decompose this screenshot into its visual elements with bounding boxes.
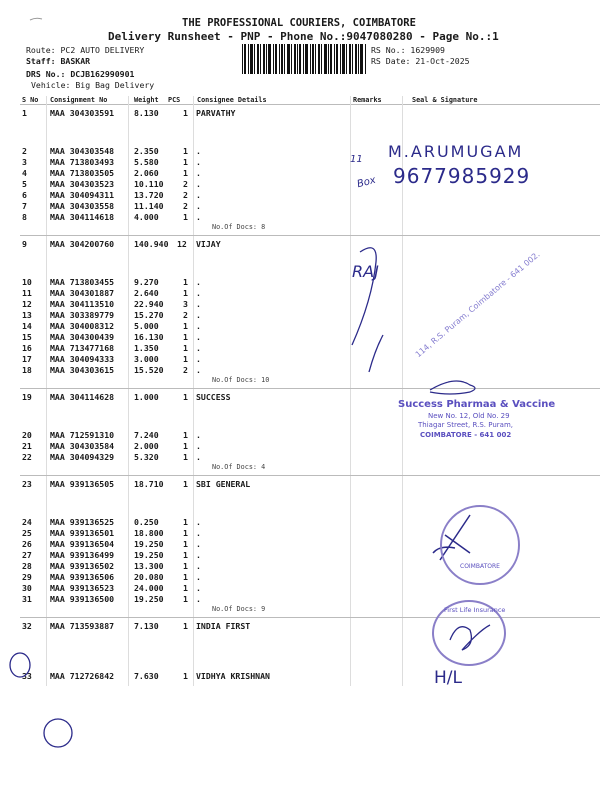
cell-pcs: 1 xyxy=(183,146,188,156)
cell-weight: 19.250 xyxy=(134,539,164,549)
handwritten-initials: RAJ xyxy=(352,262,379,281)
cell-weight: 5.320 xyxy=(134,452,159,462)
cell-consignment-no: MAA 712591310 xyxy=(50,430,115,440)
cell-sno: 11 xyxy=(22,288,32,298)
cell-weight: 20.080 xyxy=(134,572,164,582)
cell-consignment-no: MAA 304303615 xyxy=(50,365,115,375)
cell-consignment-no: MAA 304303558 xyxy=(50,201,115,211)
cell-consignee: INDIA FIRST xyxy=(196,621,251,631)
cell-weight: 2.060 xyxy=(134,168,159,178)
cell-consignee: . xyxy=(196,517,201,527)
col-consignee: Consignee Details xyxy=(197,96,267,104)
col-pcs: PCS xyxy=(168,96,181,104)
cell-consignment-no: MAA 939136502 xyxy=(50,561,115,571)
vijay-stamp-text: 114, R.S. Puram, Coimbatore - 641 002. xyxy=(413,249,542,360)
rs-date: RS Date: 21-Oct-2025 xyxy=(371,56,470,66)
cell-sno: 12 xyxy=(22,299,32,309)
cell-sno: 25 xyxy=(22,528,32,538)
cell-pcs: 2 xyxy=(183,365,188,375)
cell-weight: 18.710 xyxy=(134,479,164,489)
cell-sno: 21 xyxy=(22,441,32,451)
cell-sno: 10 xyxy=(22,277,32,287)
handwritten-box: Box xyxy=(355,174,378,191)
circle-mark xyxy=(10,653,30,677)
cell-weight: 8.130 xyxy=(134,108,159,118)
cell-pcs: 1 xyxy=(183,671,188,681)
col-weight: Weight xyxy=(134,96,159,104)
cell-consignment-no: MAA 712726842 xyxy=(50,671,115,681)
cell-consignment-no: MAA 939136506 xyxy=(50,572,115,582)
cell-consignment-no: MAA 304303523 xyxy=(50,179,115,189)
cell-consignee: SBI GENERAL xyxy=(196,479,251,489)
cell-consignment-no: MAA 304114618 xyxy=(50,212,115,222)
cell-weight: 1.350 xyxy=(134,343,159,353)
handwritten-mark: 11 xyxy=(350,154,363,165)
docs-count: No.Of Docs: 8 xyxy=(212,223,266,231)
cell-consignee: . xyxy=(196,441,201,451)
cell-consignment-no: MAA 304008312 xyxy=(50,321,115,331)
cell-consignee: . xyxy=(196,572,201,582)
cell-sno: 15 xyxy=(22,332,32,342)
cell-consignment-no: MAA 713803455 xyxy=(50,277,115,287)
cell-consignee: . xyxy=(196,168,201,178)
sbi-seal xyxy=(440,505,520,585)
cell-consignee: . xyxy=(196,583,201,593)
rs-no: RS No.: 1629909 xyxy=(371,45,445,55)
cell-weight: 7.630 xyxy=(134,671,159,681)
cell-consignee: . xyxy=(196,190,201,200)
cell-consignee: VIJAY xyxy=(196,239,221,249)
handwritten-name: M.ARUMUGAM xyxy=(388,142,524,161)
col-consignment: Consignment No xyxy=(50,96,108,104)
cell-pcs: 1 xyxy=(183,343,188,353)
success-stamp-addr2: Thiagar Street, R.S. Puram, xyxy=(418,421,513,429)
cell-pcs: 1 xyxy=(183,392,188,402)
cell-consignment-no: MAA 304301887 xyxy=(50,288,115,298)
docs-count: No.Of Docs: 4 xyxy=(212,463,266,471)
cell-pcs: 1 xyxy=(183,321,188,331)
cell-sno: 20 xyxy=(22,430,32,440)
cell-sno: 31 xyxy=(22,594,32,604)
cell-consignee: SUCCESS xyxy=(196,392,231,402)
handwritten-hl: H/L xyxy=(434,668,462,688)
success-stamp-name: Success Pharmaa & Vaccine xyxy=(398,399,556,410)
cell-weight: 10.110 xyxy=(134,179,164,189)
cell-consignee: PARVATHY xyxy=(196,108,236,118)
col-remarks: Remarks xyxy=(353,96,382,104)
cell-pcs: 1 xyxy=(183,594,188,604)
cell-weight: 4.000 xyxy=(134,212,159,222)
cell-sno: 23 xyxy=(22,479,32,489)
cell-pcs: 1 xyxy=(183,517,188,527)
cell-consignment-no: MAA 303389779 xyxy=(50,310,115,320)
cell-consignee: . xyxy=(196,550,201,560)
cell-consignee: . xyxy=(196,201,201,211)
cell-consignee: . xyxy=(196,561,201,571)
cell-consignee: . xyxy=(196,332,201,342)
cell-pcs: 1 xyxy=(183,277,188,287)
cell-pcs: 1 xyxy=(183,157,188,167)
cell-pcs: 1 xyxy=(183,288,188,298)
cell-sno: 13 xyxy=(22,310,32,320)
cell-weight: 13.300 xyxy=(134,561,164,571)
cell-consignee: . xyxy=(196,430,201,440)
cell-pcs: 1 xyxy=(183,550,188,560)
cell-weight: 5.580 xyxy=(134,157,159,167)
cell-sno: 16 xyxy=(22,343,32,353)
cell-sno: 28 xyxy=(22,561,32,571)
cell-consignee: . xyxy=(196,157,201,167)
docs-count: No.Of Docs: 10 xyxy=(212,376,270,384)
cell-consignee: . xyxy=(196,288,201,298)
cell-weight: 2.000 xyxy=(134,441,159,451)
cell-weight: 24.000 xyxy=(134,583,164,593)
cell-weight: 11.140 xyxy=(134,201,164,211)
cell-consignee: . xyxy=(196,528,201,538)
cell-weight: 19.250 xyxy=(134,594,164,604)
cell-weight: 7.240 xyxy=(134,430,159,440)
staff: Staff: BASKAR xyxy=(26,56,91,66)
cell-pcs: 2 xyxy=(183,310,188,320)
cell-pcs: 1 xyxy=(183,441,188,451)
cell-weight: 22.940 xyxy=(134,299,164,309)
cell-weight: 5.000 xyxy=(134,321,159,331)
cell-consignee: . xyxy=(196,594,201,604)
cell-consignment-no: MAA 304303584 xyxy=(50,441,115,451)
cell-consignment-no: MAA 304094333 xyxy=(50,354,115,364)
cell-weight: 13.720 xyxy=(134,190,164,200)
cell-consignment-no: MAA 939136504 xyxy=(50,539,115,549)
col-sno: S No xyxy=(22,96,39,104)
cell-consignee: . xyxy=(196,179,201,189)
drs-no: DRS No.: DCJB162990901 xyxy=(26,69,135,79)
cell-pcs: 1 xyxy=(183,212,188,222)
cell-sno: 3 xyxy=(22,157,27,167)
cell-consignee: VIDHYA KRISHNAN xyxy=(196,671,270,681)
cell-consignment-no: MAA 713593887 xyxy=(50,621,115,631)
cell-sno: 4 xyxy=(22,168,27,178)
cell-weight: 15.270 xyxy=(134,310,164,320)
cell-consignee: . xyxy=(196,321,201,331)
cell-sno: 32 xyxy=(22,621,32,631)
cell-consignment-no: MAA 939136500 xyxy=(50,594,115,604)
cell-sno: 24 xyxy=(22,517,32,527)
cell-pcs: 1 xyxy=(183,528,188,538)
cell-consignment-no: MAA 939136499 xyxy=(50,550,115,560)
cell-consignment-no: MAA 713477168 xyxy=(50,343,115,353)
cell-sno: 19 xyxy=(22,392,32,402)
cell-consignee: . xyxy=(196,146,201,156)
cell-weight: 2.350 xyxy=(134,146,159,156)
cell-consignee: . xyxy=(196,365,201,375)
cell-sno: 26 xyxy=(22,539,32,549)
cell-consignment-no: MAA 304114628 xyxy=(50,392,115,402)
cell-pcs: 1 xyxy=(183,354,188,364)
cell-consignee: . xyxy=(196,299,201,309)
cell-sno: 5 xyxy=(22,179,27,189)
cell-weight: 3.000 xyxy=(134,354,159,364)
cell-pcs: 12 xyxy=(177,239,187,249)
cell-sno: 17 xyxy=(22,354,32,364)
cell-consignment-no: MAA 713803493 xyxy=(50,157,115,167)
cell-consignment-no: MAA 304094329 xyxy=(50,452,115,462)
india-first-seal xyxy=(432,600,506,666)
cell-weight: 9.270 xyxy=(134,277,159,287)
cell-sno: 1 xyxy=(22,108,27,118)
cell-consignment-no: MAA 713803505 xyxy=(50,168,115,178)
cell-consignee: . xyxy=(196,343,201,353)
cell-pcs: 1 xyxy=(183,108,188,118)
handwritten-phone: 9677985929 xyxy=(393,164,531,188)
cell-consignee: . xyxy=(196,539,201,549)
route: Route: PC2 AUTO DELIVERY xyxy=(26,45,145,55)
cell-sno: 27 xyxy=(22,550,32,560)
cell-pcs: 1 xyxy=(183,561,188,571)
cell-weight: 1.000 xyxy=(134,392,159,402)
cell-sno: 29 xyxy=(22,572,32,582)
cell-consignment-no: MAA 304300439 xyxy=(50,332,115,342)
cell-weight: 2.640 xyxy=(134,288,159,298)
cell-sno: 18 xyxy=(22,365,32,375)
sbi-seal-text: COIMBATORE xyxy=(460,563,500,570)
cell-sno: 30 xyxy=(22,583,32,593)
cell-pcs: 1 xyxy=(183,479,188,489)
cell-pcs: 2 xyxy=(183,179,188,189)
cell-consignment-no: MAA 304303591 xyxy=(50,108,115,118)
cell-sno: 33 xyxy=(22,671,32,681)
cell-consignee: . xyxy=(196,310,201,320)
runsheet-title: Delivery Runsheet - PNP - Phone No.:9047080280 - Page No.:1 xyxy=(108,30,499,43)
cell-pcs: 2 xyxy=(183,190,188,200)
cell-consignment-no: MAA 939136525 xyxy=(50,517,115,527)
cell-weight: 18.800 xyxy=(134,528,164,538)
cell-pcs: 1 xyxy=(183,572,188,582)
cell-pcs: 1 xyxy=(183,452,188,462)
success-stamp-addr3: COIMBATORE - 641 002 xyxy=(420,431,512,439)
cell-pcs: 1 xyxy=(183,539,188,549)
cell-sno: 2 xyxy=(22,146,27,156)
cell-consignment-no: MAA 304200760 xyxy=(50,239,115,249)
india-first-seal-text: First Life Insurance xyxy=(444,606,506,614)
circle-mark xyxy=(44,719,72,747)
cell-pcs: 1 xyxy=(183,168,188,178)
vehicle: Vehicle: Big Bag Delivery xyxy=(31,80,155,90)
company-title: THE PROFESSIONAL COURIERS, COIMBATORE xyxy=(182,17,416,29)
cell-pcs: 2 xyxy=(183,201,188,211)
cell-pcs: 1 xyxy=(183,583,188,593)
cell-sno: 8 xyxy=(22,212,27,222)
cell-consignee: . xyxy=(196,354,201,364)
cell-consignment-no: MAA 304113510 xyxy=(50,299,115,309)
cell-weight: 7.130 xyxy=(134,621,159,631)
cell-sno: 22 xyxy=(22,452,32,462)
cell-sno: 9 xyxy=(22,239,27,249)
cell-pcs: 1 xyxy=(183,332,188,342)
cell-weight: 0.250 xyxy=(134,517,159,527)
cell-pcs: 1 xyxy=(183,621,188,631)
cell-sno: 6 xyxy=(22,190,27,200)
cell-sno: 7 xyxy=(22,201,27,211)
cell-consignment-no: MAA 304303548 xyxy=(50,146,115,156)
cell-pcs: 1 xyxy=(183,430,188,440)
cell-weight: 140.940 xyxy=(134,239,169,249)
cell-pcs: 3 xyxy=(183,299,188,309)
docs-count: No.Of Docs: 9 xyxy=(212,605,266,613)
cell-consignment-no: MAA 939136505 xyxy=(50,479,115,489)
cell-consignee: . xyxy=(196,452,201,462)
cell-weight: 16.130 xyxy=(134,332,164,342)
cell-sno: 14 xyxy=(22,321,32,331)
cell-consignment-no: MAA 939136523 xyxy=(50,583,115,593)
cell-consignment-no: MAA 939136501 xyxy=(50,528,115,538)
cell-consignee: . xyxy=(196,212,201,222)
cell-consignee: . xyxy=(196,277,201,287)
success-stamp-addr1: New No. 12, Old No. 29 xyxy=(428,412,510,420)
col-seal: Seal & Signature xyxy=(412,96,478,104)
cell-weight: 19.250 xyxy=(134,550,164,560)
cell-consignment-no: MAA 304094311 xyxy=(50,190,115,200)
cell-weight: 15.520 xyxy=(134,365,164,375)
